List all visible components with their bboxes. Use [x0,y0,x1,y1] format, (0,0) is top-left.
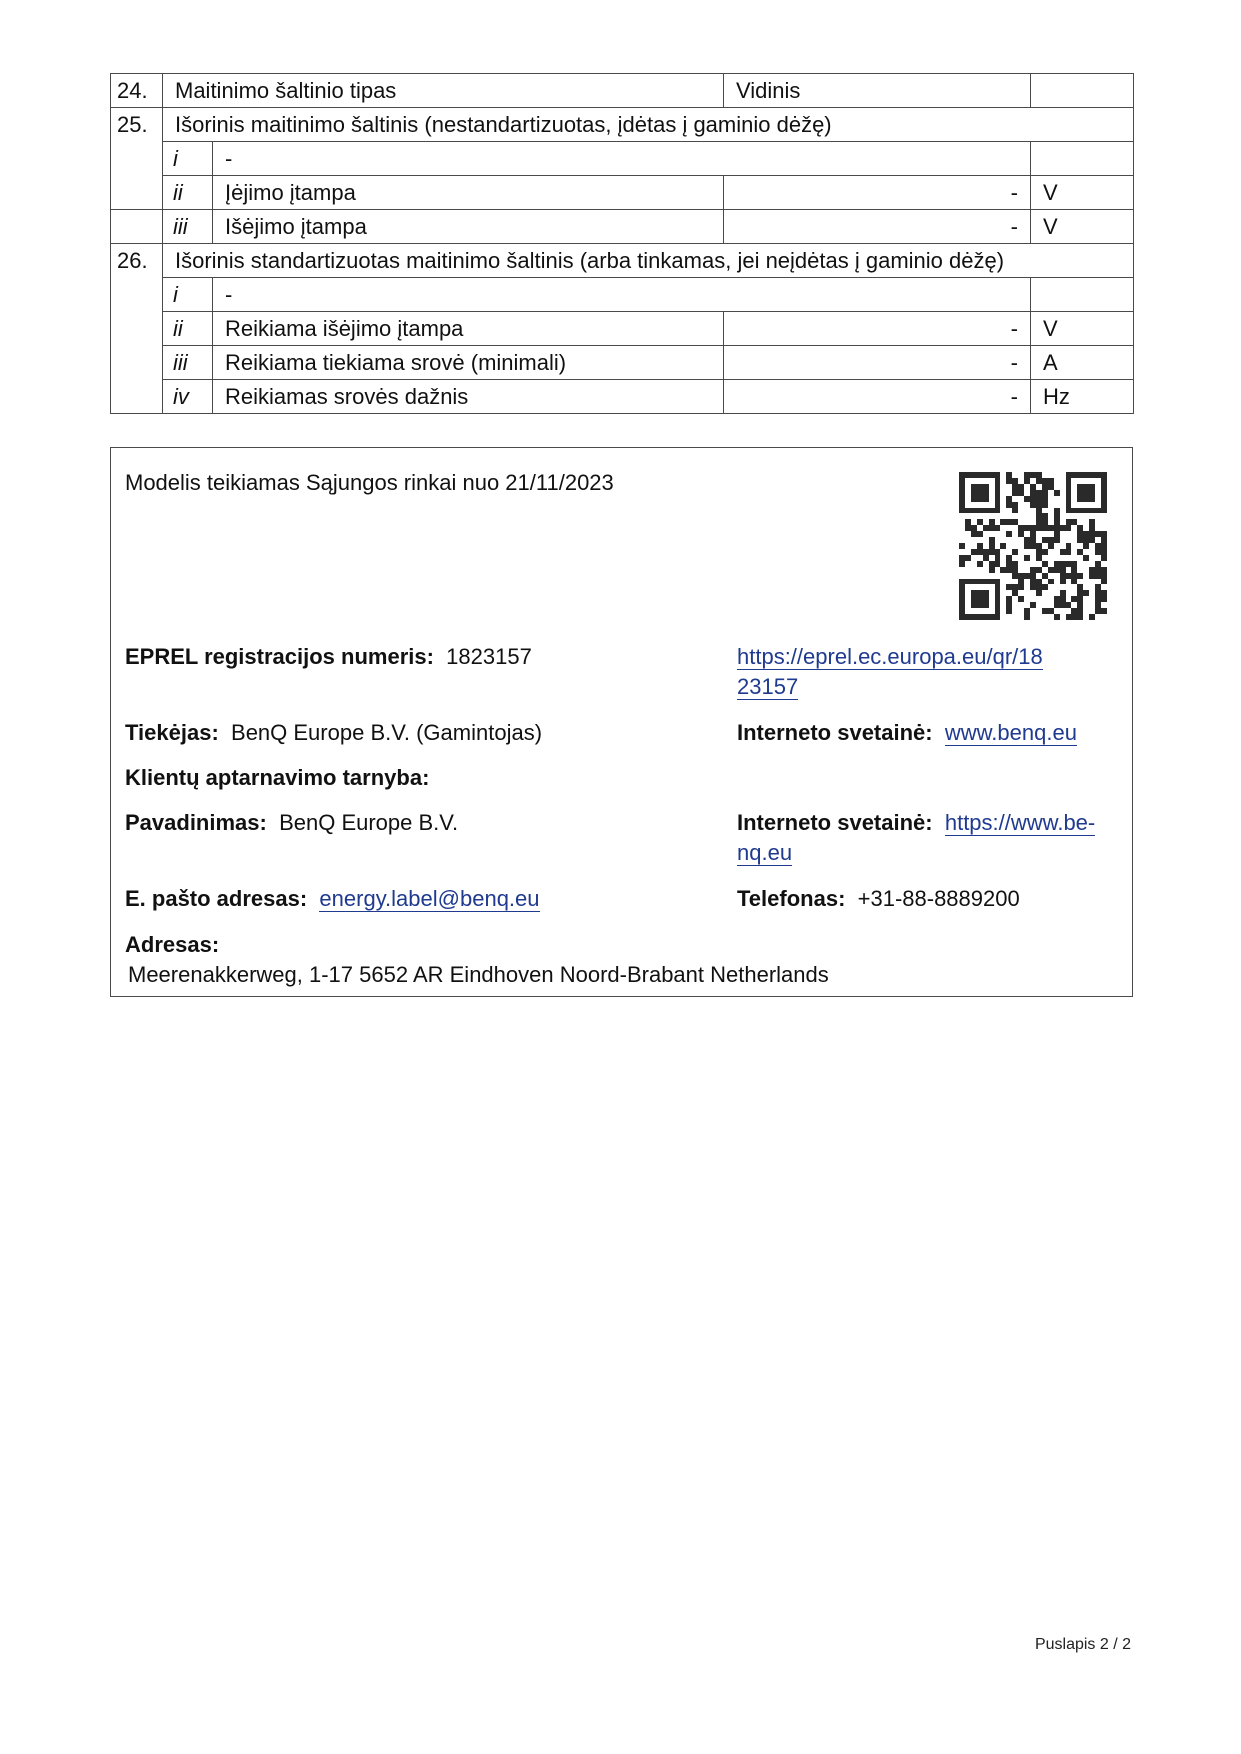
eprel-link-line1-wrap [737,642,1043,672]
row-label: Maitinimo šaltinio tipas [163,74,724,108]
phone-value: +31-88-8889200 [857,886,1020,911]
address-label: Adresas: [125,932,220,957]
sub-value: - [724,380,1031,414]
email-row [125,884,540,914]
website-label: Interneto svetainė: [737,720,933,745]
table-row [111,346,1134,380]
address-value: Meerenakkerweg, 1-17 5652 AR Eindhoven Noord-Brabant Netherlands [128,962,829,987]
power-supply-table [110,73,1134,414]
supplier-info-box [110,447,1133,997]
phone-label: Telefonas: [737,886,846,911]
sub-unit [1031,278,1134,312]
supplier-value: BenQ Europe B.V. (Gamintojas) [231,720,543,745]
table-row [111,380,1134,414]
website2-label: Interneto svetainė: [737,810,933,835]
website-link[interactable]: www.benq.eu [944,720,1077,745]
page-number: Puslapis 2 / 2 [1034,1636,1131,1653]
website2-line2-wrap [737,838,792,868]
table-row [111,176,1134,210]
supplier-row [125,718,542,748]
website-row [737,718,1077,748]
table-row [111,108,1134,142]
website2-row [737,808,1095,838]
sub-unit: A [1031,346,1134,380]
sub-label: Reikiama tiekiama srovė (minimali) [213,346,724,380]
sub-value: - [724,346,1031,380]
eprel-link-continued[interactable]: 23157 [737,674,799,699]
row-value: Vidinis [724,74,1031,108]
row-title: Išorinis maitinimo šaltinis (nestandartizuotas, įdėtas į gaminio dėžę) [163,108,1134,142]
market-date-text: Modelis teikiamas Sąjungos rinkai nuo 21/11/2023 [125,470,614,495]
eprel-label: EPREL registracijos numeris: [125,644,434,669]
sub-index: i [163,142,213,176]
sub-index: iii [163,346,213,380]
sub-unit: V [1031,312,1134,346]
sub-label: Įėjimo įtampa [213,176,724,210]
table-row [111,210,1134,244]
website2-link[interactable]: https://www.be- [944,810,1096,835]
row-number: 25. [111,108,163,210]
row-number: 24. [111,74,163,108]
row-unit [1031,74,1134,108]
sub-label: - [213,142,1031,176]
sub-unit: Hz [1031,380,1134,414]
supplier-label: Tiekėjas: [125,720,219,745]
table-row [111,142,1134,176]
row-number-continued [111,210,163,244]
sub-label: - [213,278,1031,312]
customer-service-heading: Klientų aptarnavimo tarnyba: [125,765,430,790]
phone-row [737,884,1020,914]
website2-link-continued[interactable]: nq.eu [737,840,793,865]
sub-unit [1031,142,1134,176]
email-link[interactable]: energy.label@benq.eu [319,886,540,911]
eprel-link-line2-wrap [737,672,798,702]
table-row [111,74,1134,108]
sub-unit: V [1031,176,1134,210]
table-row [111,312,1134,346]
email-label: E. pašto adresas: [125,886,308,911]
eprel-number: 1823157 [446,644,532,669]
sub-value: - [724,176,1031,210]
eprel-link[interactable]: https://eprel.ec.europa.eu/qr/18 [737,644,1043,669]
sub-label: Reikiama išėjimo įtampa [213,312,724,346]
sub-index: iv [163,380,213,414]
qr-code-icon[interactable] [959,472,1107,620]
row-title: Išorinis standartizuotas maitinimo šaltinis (arba tinkamas, jei neįdėtas į gaminio dėžę) [163,244,1134,278]
table-row [111,244,1134,278]
row-number: 26. [111,244,163,414]
sub-index: ii [163,312,213,346]
name-label: Pavadinimas: [125,810,267,835]
sub-label: Reikiamas srovės dažnis [213,380,724,414]
eprel-row [125,642,532,672]
sub-label: Išėjimo įtampa [213,210,724,244]
name-value: BenQ Europe B.V. [279,810,459,835]
sub-index: iii [163,210,213,244]
sub-unit: V [1031,210,1134,244]
sub-value: - [724,210,1031,244]
sub-index: i [163,278,213,312]
sub-index: ii [163,176,213,210]
sub-value: - [724,312,1031,346]
name-row [125,808,458,838]
table-row [111,278,1134,312]
